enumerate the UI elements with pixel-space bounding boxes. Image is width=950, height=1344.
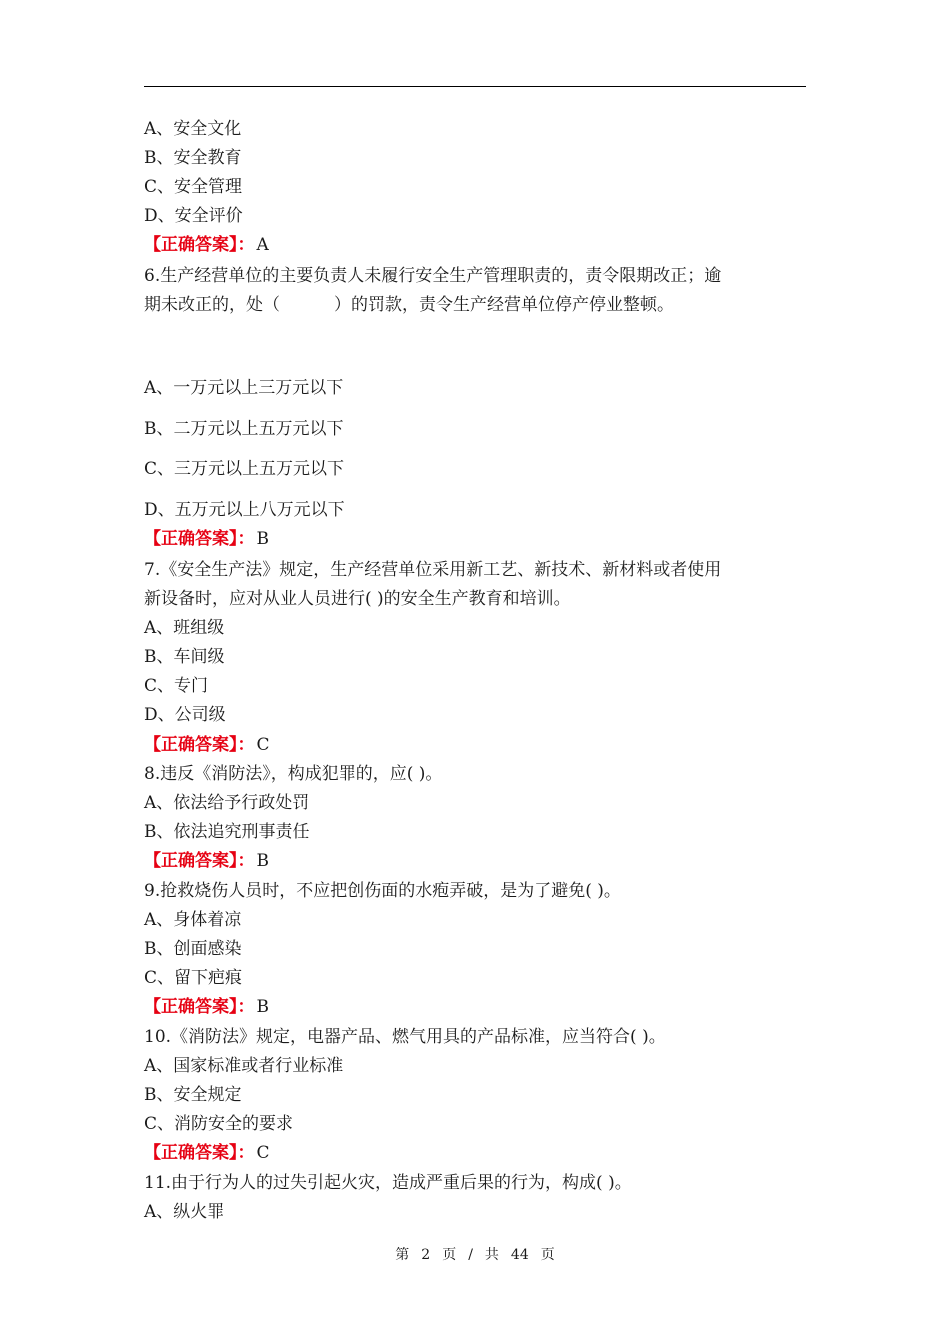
q7-option-a: A、班组级 bbox=[144, 618, 225, 638]
q10-stem: 10.《消防法》规定，电器产品、燃气用具的产品标准，应当符合( )。 bbox=[144, 1027, 666, 1047]
q5-answer bbox=[144, 234, 269, 256]
answer-value: A bbox=[256, 235, 269, 255]
q5-option-c: C、安全管理 bbox=[144, 177, 243, 197]
total-pages: 44 bbox=[510, 1247, 529, 1263]
q7-option-d: D、公司级 bbox=[144, 705, 226, 725]
q6-option-a: A、一万元以上三万元以下 bbox=[144, 378, 344, 398]
q6-option-c: C、三万元以上五万元以下 bbox=[144, 459, 345, 479]
q10-answer bbox=[144, 1142, 270, 1164]
q8-answer bbox=[144, 850, 269, 872]
q10-option-a: A、国家标准或者行业标准 bbox=[144, 1056, 344, 1076]
q6-stem-line1: 6.生产经营单位的主要负责人未履行安全生产管理职责的，责令限期改正；逾 bbox=[144, 266, 722, 286]
answer-value: B bbox=[256, 997, 269, 1017]
q6-stem-line2: 期未改正的，处（ ）的罚款，责令生产经营单位停产停业整顿。 bbox=[144, 295, 675, 315]
answer-value: B bbox=[256, 529, 269, 549]
q9-option-c: C、留下疤痕 bbox=[144, 968, 243, 988]
footer-gong: 共 bbox=[484, 1247, 499, 1263]
q6-option-b: B、二万元以上五万元以下 bbox=[144, 419, 344, 439]
q5-option-b: B、安全教育 bbox=[144, 148, 242, 168]
footer-ye: 页 bbox=[442, 1247, 457, 1263]
q5-option-a: A、安全文化 bbox=[144, 119, 242, 139]
q8-option-a: A、依法给予行政处罚 bbox=[144, 793, 310, 813]
q7-answer bbox=[144, 734, 270, 756]
q9-answer bbox=[144, 996, 269, 1018]
q9-stem: 9.抢救烧伤人员时，不应把创伤面的水疱弄破，是为了避免( )。 bbox=[144, 881, 621, 901]
q9-option-a: A、身体着凉 bbox=[144, 910, 242, 930]
q7-stem-line1: 7.《安全生产法》规定，生产经营单位采用新工艺、新技术、新材料或者使用 bbox=[144, 560, 722, 580]
answer-label: 【正确答案】： bbox=[144, 997, 255, 1017]
page-footer bbox=[0, 1244, 950, 1264]
q5-option-d: D、安全评价 bbox=[144, 206, 243, 226]
q11-stem: 11.由于行为人的过失引起火灾，造成严重后果的行为，构成( )。 bbox=[144, 1173, 632, 1193]
q7-stem-line2: 新设备时，应对从业人员进行( )的安全生产教育和培训。 bbox=[144, 589, 571, 609]
answer-label: 【正确答案】： bbox=[144, 735, 255, 755]
q11-option-a: A、纵火罪 bbox=[144, 1202, 225, 1222]
q10-option-c: C、消防安全的要求 bbox=[144, 1114, 294, 1134]
footer-di: 第 bbox=[395, 1247, 410, 1263]
q8-option-b: B、依法追究刑事责任 bbox=[144, 822, 310, 842]
q6-option-d: D、五万元以上八万元以下 bbox=[144, 500, 345, 520]
header-rule bbox=[144, 86, 806, 87]
q7-option-c: C、专门 bbox=[144, 676, 209, 696]
answer-value: B bbox=[256, 851, 269, 871]
answer-label: 【正确答案】： bbox=[144, 235, 255, 255]
footer-slash: / bbox=[468, 1247, 473, 1263]
answer-value: C bbox=[256, 735, 270, 755]
footer-ye-2: 页 bbox=[540, 1247, 555, 1263]
q9-option-b: B、创面感染 bbox=[144, 939, 242, 959]
answer-value: C bbox=[256, 1143, 270, 1163]
q10-option-b: B、安全规定 bbox=[144, 1085, 242, 1105]
q6-answer bbox=[144, 528, 269, 550]
answer-label: 【正确答案】： bbox=[144, 1143, 255, 1163]
q8-stem: 8.违反《消防法》，构成犯罪的，应( )。 bbox=[144, 764, 443, 784]
q7-option-b: B、车间级 bbox=[144, 647, 225, 667]
answer-label: 【正确答案】： bbox=[144, 529, 255, 549]
page-number: 2 bbox=[421, 1247, 431, 1263]
answer-label: 【正确答案】： bbox=[144, 851, 255, 871]
